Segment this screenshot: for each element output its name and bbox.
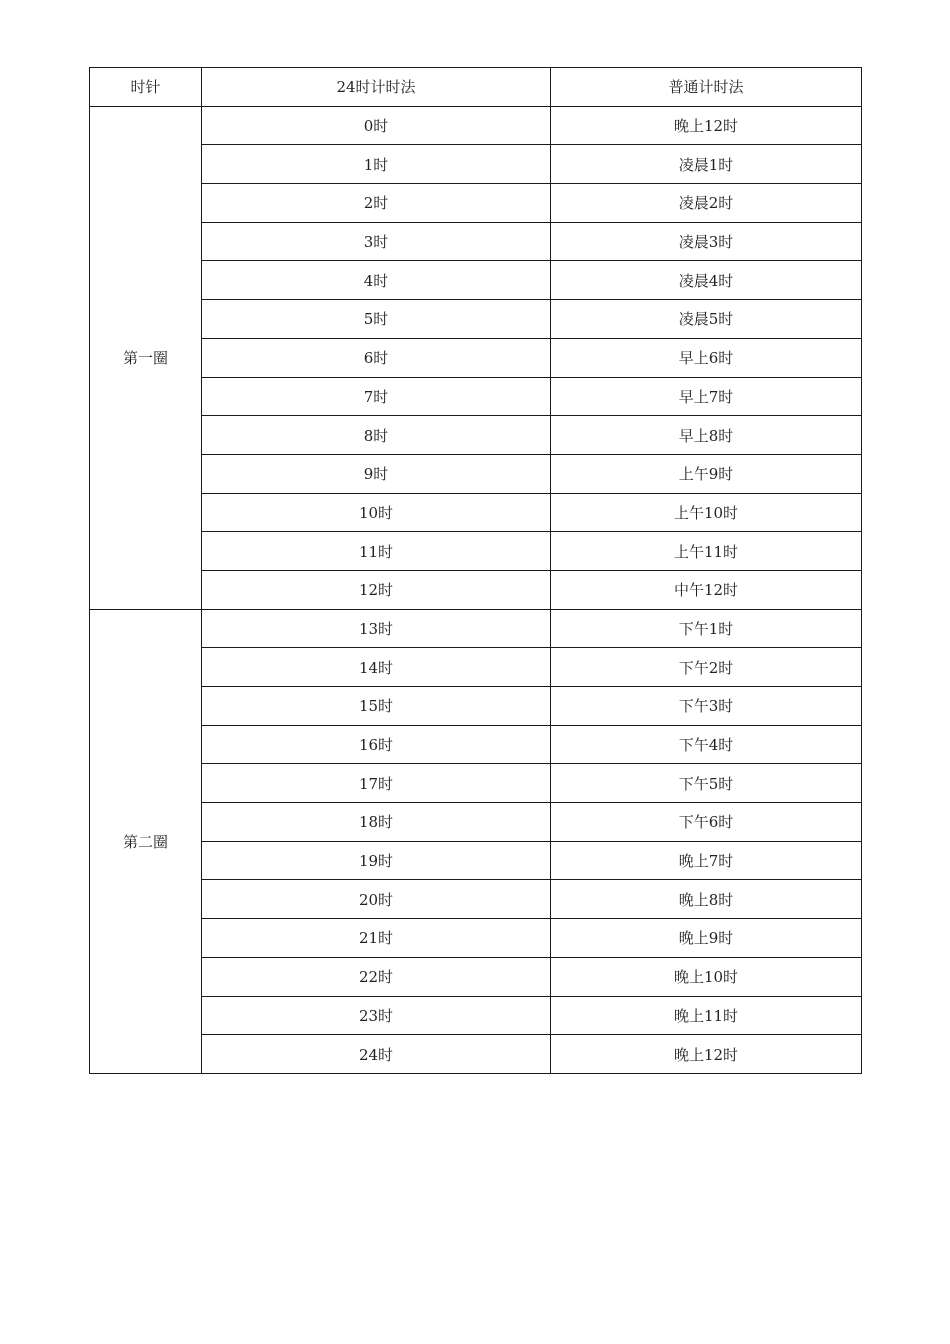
time-24h-cell: 2时: [202, 184, 551, 223]
time-12h-cell: 晚上7时: [551, 841, 862, 880]
time-24h-cell: 5时: [202, 300, 551, 339]
time-24h-cell: 16时: [202, 725, 551, 764]
time-12h-cell: 下午3时: [551, 687, 862, 726]
time-24h-cell: 19时: [202, 841, 551, 880]
time-24h-cell: 11时: [202, 532, 551, 571]
time-24h-cell: 7时: [202, 377, 551, 416]
table-row: [90, 841, 862, 880]
time-24h-cell: 15时: [202, 687, 551, 726]
table-row: [90, 803, 862, 842]
cycle-label: 第一圈: [90, 106, 202, 609]
table-row: [90, 957, 862, 996]
time-12h-cell: 下午2时: [551, 648, 862, 687]
time-12h-cell: 下午6时: [551, 803, 862, 842]
time-24h-cell: 23时: [202, 996, 551, 1035]
time-12h-cell: 晚上11时: [551, 996, 862, 1035]
time-24h-cell: 17时: [202, 764, 551, 803]
time-12h-cell: 晚上10时: [551, 957, 862, 996]
time-12h-cell: 凌晨5时: [551, 300, 862, 339]
time-12h-cell: 下午4时: [551, 725, 862, 764]
table-row: [90, 377, 862, 416]
time-24h-cell: 6时: [202, 338, 551, 377]
time-12h-cell: 下午5时: [551, 764, 862, 803]
table-row: [90, 145, 862, 184]
table-row: [90, 106, 862, 145]
table-row: [90, 222, 862, 261]
table-row: [90, 184, 862, 223]
time-24h-cell: 21时: [202, 919, 551, 958]
table-row: [90, 919, 862, 958]
table-row: [90, 880, 862, 919]
time-12h-cell: 凌晨1时: [551, 145, 862, 184]
time-24h-cell: 0时: [202, 106, 551, 145]
time-12h-cell: 凌晨3时: [551, 222, 862, 261]
time-24h-cell: 22时: [202, 957, 551, 996]
time-24h-cell: 10时: [202, 493, 551, 532]
time-24h-cell: 24时: [202, 1035, 551, 1074]
table-row: [90, 648, 862, 687]
time-24h-cell: 12时: [202, 570, 551, 609]
cycle-label: 第二圈: [90, 609, 202, 1073]
table-row: [90, 261, 862, 300]
table-row: [90, 687, 862, 726]
time-24h-cell: 20时: [202, 880, 551, 919]
header-row: [90, 68, 862, 107]
header-24h-format: 24时计时法: [202, 68, 551, 107]
time-12h-cell: 上午9时: [551, 454, 862, 493]
table-row: [90, 996, 862, 1035]
table-row: [90, 725, 862, 764]
table-row: [90, 493, 862, 532]
time-24h-cell: 9时: [202, 454, 551, 493]
time-24h-cell: 4时: [202, 261, 551, 300]
time-12h-cell: 早上6时: [551, 338, 862, 377]
time-24h-cell: 14时: [202, 648, 551, 687]
time-12h-cell: 晚上12时: [551, 1035, 862, 1074]
table-row: [90, 570, 862, 609]
header-hour-hand: 时针: [90, 68, 202, 107]
time-24h-cell: 3时: [202, 222, 551, 261]
time-12h-cell: 早上8时: [551, 416, 862, 455]
time-24h-cell: 1时: [202, 145, 551, 184]
table-row: [90, 416, 862, 455]
time-24h-cell: 18时: [202, 803, 551, 842]
table-row: [90, 764, 862, 803]
table-row: [90, 454, 862, 493]
table-row: [90, 532, 862, 571]
time-12h-cell: 晚上9时: [551, 919, 862, 958]
time-12h-cell: 凌晨4时: [551, 261, 862, 300]
time-12h-cell: 晚上12时: [551, 106, 862, 145]
time-24h-cell: 13时: [202, 609, 551, 648]
clock-conversion-table: [89, 67, 862, 1074]
time-24h-cell: 8时: [202, 416, 551, 455]
header-12h-format: 普通计时法: [551, 68, 862, 107]
time-12h-cell: 下午1时: [551, 609, 862, 648]
table-row: [90, 300, 862, 339]
time-12h-cell: 早上7时: [551, 377, 862, 416]
table-row: [90, 609, 862, 648]
time-12h-cell: 晚上8时: [551, 880, 862, 919]
table-row: [90, 1035, 862, 1074]
time-12h-cell: 上午10时: [551, 493, 862, 532]
time-12h-cell: 凌晨2时: [551, 184, 862, 223]
time-12h-cell: 中午12时: [551, 570, 862, 609]
table-body: [90, 106, 862, 1073]
time-12h-cell: 上午11时: [551, 532, 862, 571]
table-row: [90, 338, 862, 377]
